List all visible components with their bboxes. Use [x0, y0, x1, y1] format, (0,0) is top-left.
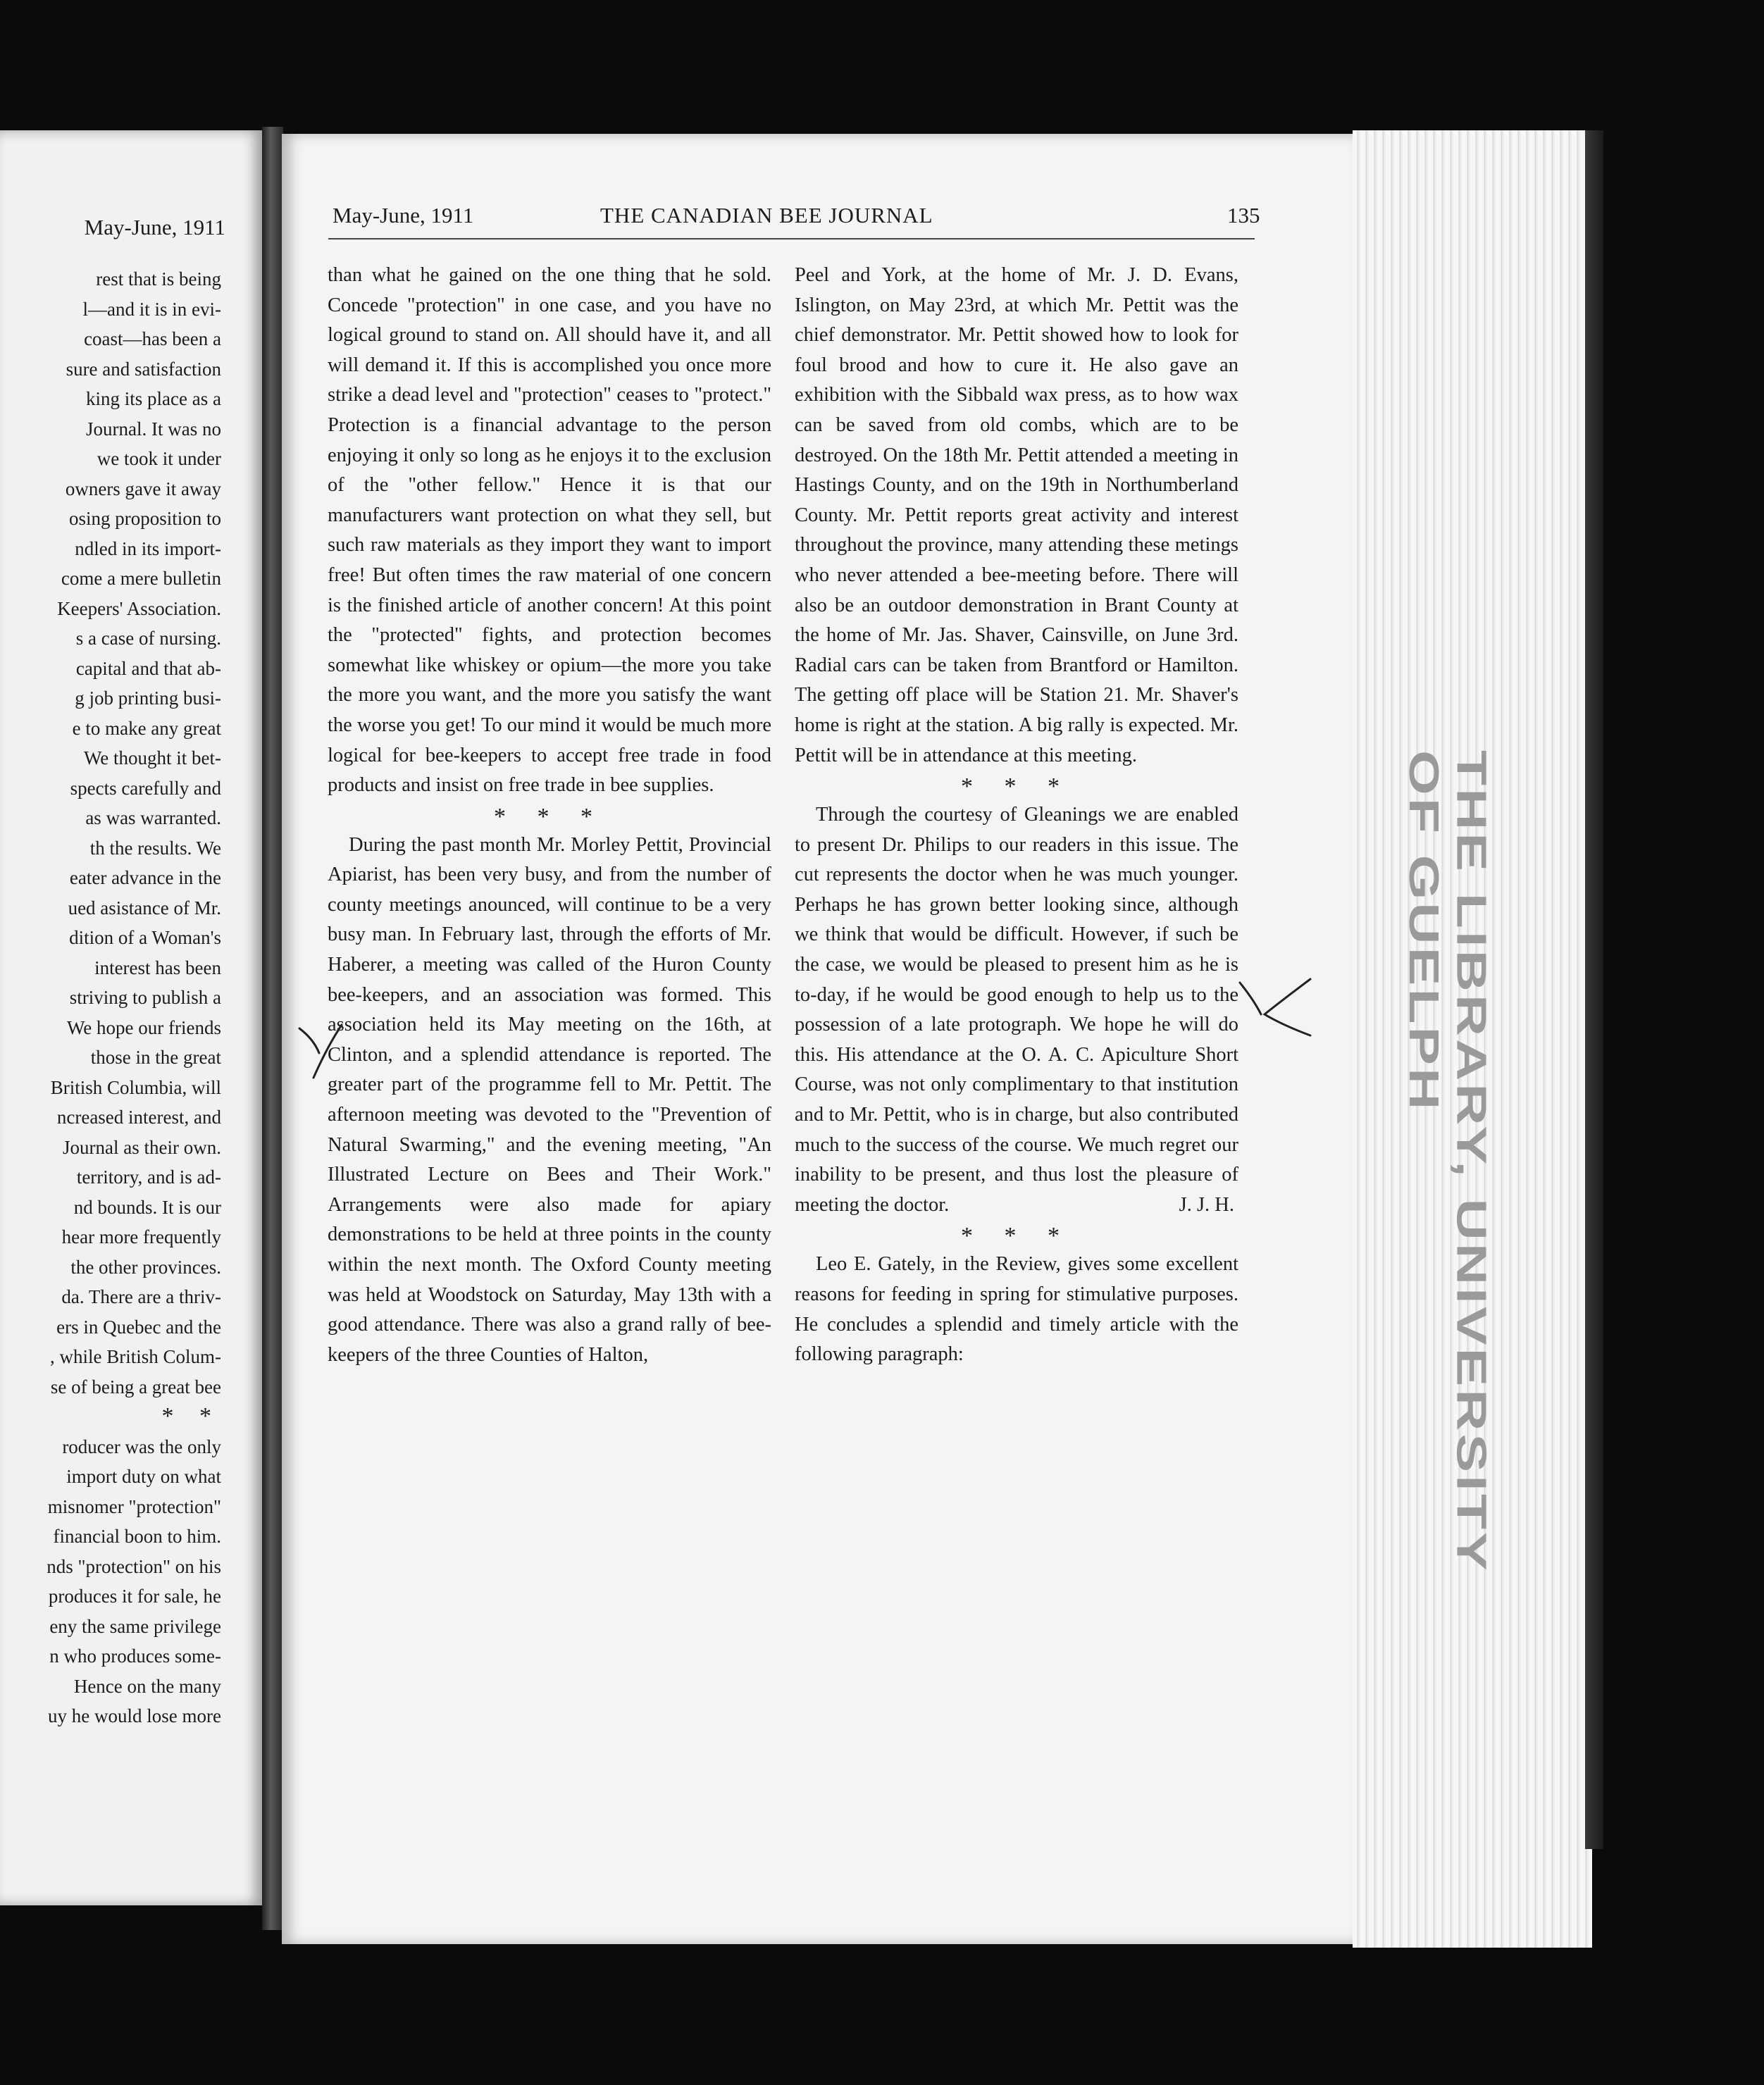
left-page-line: those in the great	[90, 1047, 221, 1068]
book-fore-edge	[1353, 130, 1592, 1948]
left-page-line: king its place as a	[86, 388, 221, 409]
left-page-line: uy he would lose more	[48, 1705, 221, 1726]
left-page-line: rest that is being	[96, 268, 221, 290]
left-page-line: dition of a Woman's	[69, 927, 221, 948]
left-page-line: se of being a great bee	[50, 1376, 221, 1398]
signature: J. J. H.	[1179, 1194, 1234, 1216]
left-page-line: * *	[161, 1403, 221, 1429]
left-page-line: spects carefully and	[70, 777, 221, 799]
left-page-line: roducer was the only	[62, 1436, 221, 1457]
left-page-line: l—and it is in evi-	[82, 298, 221, 320]
left-page-text	[0, 264, 221, 1731]
left-page-line: g job printing busi-	[75, 687, 221, 709]
left-page-header: May-June, 1911	[84, 215, 225, 239]
section-break: * * *	[494, 803, 605, 830]
left-page-line: we took it under	[97, 448, 221, 469]
left-page-line: Hence on the many	[73, 1675, 221, 1697]
left-page-line: import duty on what	[66, 1466, 221, 1487]
journal-page	[282, 134, 1353, 1944]
left-page-line: as was warranted.	[85, 807, 221, 828]
book-cover	[1585, 130, 1603, 1849]
left-page-line: We hope our friends	[66, 1016, 221, 1038]
left-page-line: produces it for sale, he	[48, 1586, 221, 1607]
left-page-line: striving to publish a	[69, 987, 221, 1008]
left-page-line: misnomer "protection"	[47, 1495, 221, 1517]
running-header	[333, 203, 1353, 231]
journal-title: THE CANADIAN BEE JOURNAL	[600, 203, 933, 228]
paragraph-evans-demonstration: Peel and York, at the home of Mr. J. D. Evans, Islington, on May 23rd, at which Mr. Pettit was the chief demonstrator. Mr. Pettit showed how to look for foul brood and how to cure it. He also gave an exhibition with the Sibbald wax press, as to how wax can be saved from old combs, which are to be destroyed. On the 18th Mr. Pettit attended a meeting in Hastings County, and on the 19th in Northumberland County. Mr. Pettit reports great activity and interest throughout the province, many attending these metings who never attended a bee-meeting before. There will also be an outdoor demonstration in Brant County at the home of Mr. Jas. Shaver, Cainsville, on June 3rd. Radial cars can be taken from Brantford or Hamilton. The getting off place will be Station 21. Mr. Shaver's home is right at the station. A big rally is expected. Mr. Pettit will be in attendance at this meeting.	[795, 264, 1238, 766]
section-break: * * *	[961, 1223, 1072, 1250]
left-page	[0, 130, 262, 1905]
column-left	[328, 261, 771, 1370]
left-page-line: Journal as their own.	[63, 1136, 221, 1158]
left-page-line: hear more frequently	[61, 1226, 221, 1247]
header-date: May-June, 1911	[333, 203, 474, 228]
column-right	[795, 261, 1238, 1370]
section-break: * * *	[961, 773, 1072, 800]
left-page-line: , while British Colum-	[50, 1346, 221, 1367]
left-page-line: British Columbia, will	[50, 1076, 221, 1098]
left-page-line: osing proposition to	[68, 508, 221, 529]
left-page-line: We thought it bet-	[83, 747, 221, 768]
left-page-line: owners gave it away	[65, 478, 221, 499]
left-page-line: capital and that ab-	[75, 657, 221, 679]
left-page-line: eater advance in the	[69, 867, 221, 888]
left-page-line: e to make any great	[72, 717, 221, 739]
left-page-line: n who produces some-	[49, 1645, 221, 1667]
paragraph-dr-philips: Through the courtesy of Gleanings we are enabled to present Dr. Philips to our readers in this issue. The cut represents the doctor when he was much younger. Perhaps he has grown better looking since, although we think that would be difficult. However, if such be the case, we would be pleased to present him as he is to-day, if he would be good enough to help us to the possession of a late protograph. We hope he will do this. His attendance at the O. A. C. Apiculture Short Course, was not only complimentary to that institution and to Mr. Pettit, who is in charge, but also contributed much to the success of the course. We much regret our inability to be present, and thus lost the pleasure of meeting the doctor.	[795, 804, 1238, 1216]
left-page-line: nds "protection" on his	[46, 1555, 221, 1577]
left-page-line: territory, and is ad-	[76, 1166, 221, 1188]
left-page-line: ued asistance of Mr.	[68, 897, 221, 919]
header-rule	[328, 238, 1255, 239]
left-page-line: sure and satisfaction	[66, 358, 221, 380]
left-page-line: interest has been	[94, 957, 221, 978]
left-page-line: s a case of nursing.	[75, 628, 221, 649]
pencil-check-mark-left	[292, 1014, 363, 1085]
pencil-check-mark-right	[1233, 972, 1317, 1050]
left-page-line: Journal. It was no	[86, 418, 221, 440]
left-page-line: da. There are a thriv-	[61, 1286, 221, 1307]
left-page-line: Keepers' Association.	[57, 597, 221, 619]
left-page-line: financial boon to him.	[53, 1526, 221, 1547]
library-stamp: THE LIBRARY, UNIVERSITY OF GUELPH	[1400, 750, 1495, 1573]
left-page-line: the other provinces.	[70, 1256, 221, 1278]
paragraph-gately: Leo E. Gately, in the Review, gives some excellent reasons for feeding in spring for stimulative purposes. He concludes a splendid and timely article with the following paragraph:	[795, 1253, 1238, 1366]
left-page-line: ncreased interest, and	[56, 1107, 221, 1128]
left-page-line: nd bounds. It is our	[73, 1196, 221, 1218]
left-page-line: ers in Quebec and the	[56, 1316, 221, 1338]
left-page-line: ndled in its import-	[75, 537, 221, 559]
left-page-line: come a mere bulletin	[61, 568, 221, 589]
left-page-line: eny the same privilege	[49, 1615, 221, 1637]
paragraph-protection: than what he gained on the one thing that he sold. Concede "protection" in one case, and you have no logical ground to stand on. All should have it, and all will demand it. If this is accomplished you once more strike a dead level and "protection" ceases to "protect." Protection is a financial advantage to the person enjoying it only so long as he enjoys it to the exclusion of the "other fellow." Hence it is that our manufacturers want protection on what they sell, but such raw materials as they import they want to import free! But often times the raw material of one concern is the finished article of another concern! At this point the "protected" fights, and protection becomes somewhat like whiskey or opium—the more you take the more you want, and the more you satisfy the want the worse you get! To our mind it would be much more logical for bee-keepers to accept free trade in food products and insist on free trade in bee supplies.	[328, 264, 771, 797]
page-number: 135	[1227, 203, 1260, 228]
left-page-line: th the results. We	[89, 837, 221, 859]
book-gutter	[262, 127, 283, 1930]
left-page-line: coast—has been a	[84, 328, 221, 349]
paragraph-pettit-meetings: During the past month Mr. Morley Pettit, Provincial Apiarist, has been very busy, and from the number of county meetings anounced, will continue to be a very busy man. In February last, through the efforts of Mr. Haberer, a meeting was called of the Huron County bee-keepers, and an association was formed. This association held its May meeting on the 16th, at Clinton, and a splendid attendance is reported. The greater part of the programme fell to Mr. Pettit. The afternoon meeting was devoted to the "Prevention of Natural Swarming," and the evening meeting, "An Illustrated Lecture on Bees and Their Work." Arrangements were also made for apiary demonstrations to be held at three points in the county within the next month. The Oxford County meeting was held at Woodstock on Saturday, May 13th with a good attendance. There was also a grand rally of bee-keepers of the three Counties of Halton,	[328, 833, 771, 1366]
